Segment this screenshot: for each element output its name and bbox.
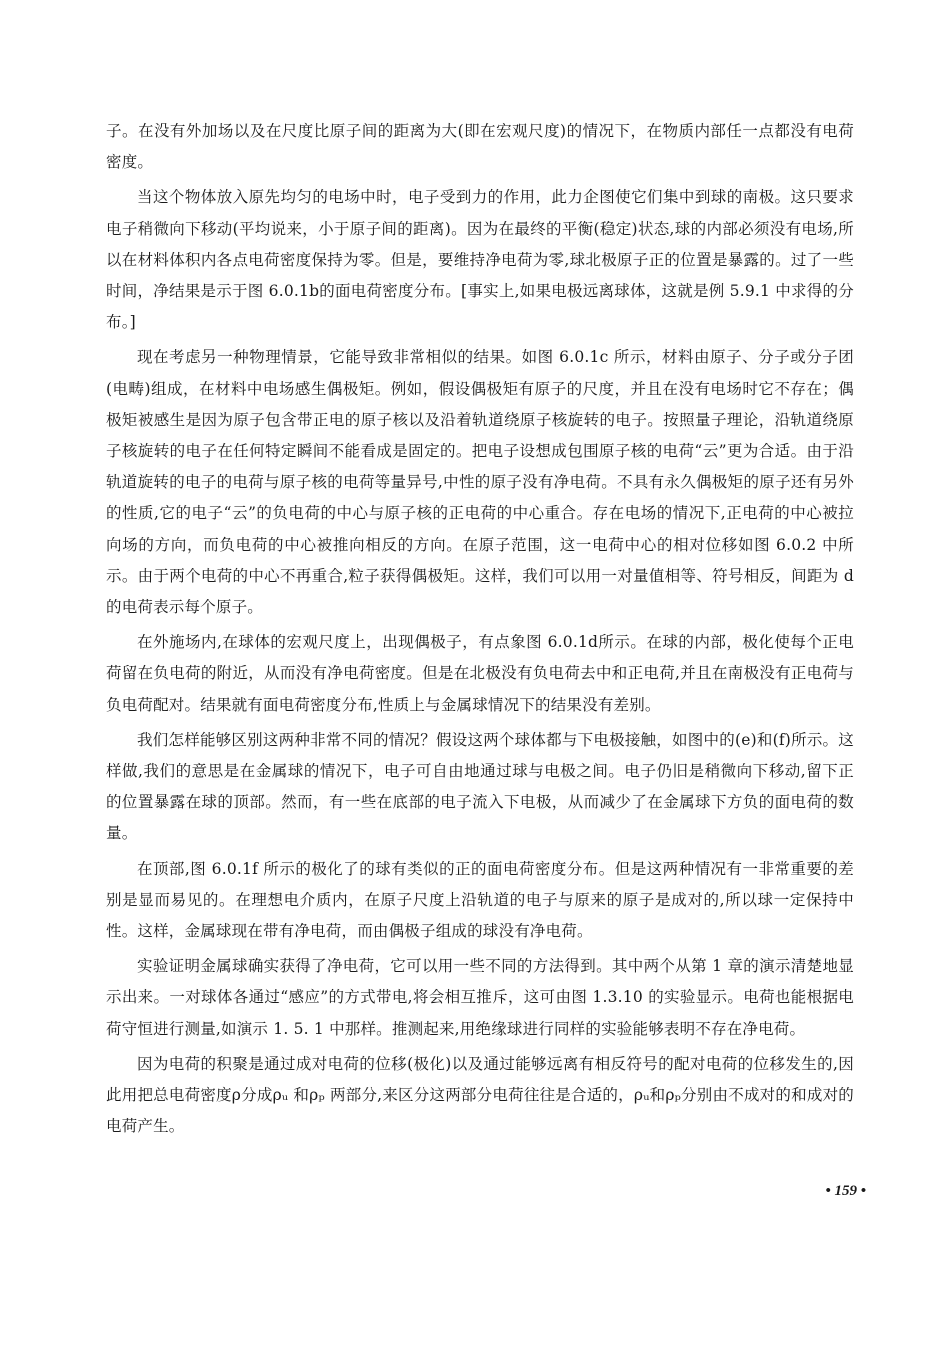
paragraph-1: 子。在没有外加场以及在尺度比原子间的距离为大(即在宏观尺度)的情况下，在物质内部任一点都没有电荷密度。 [106, 122, 854, 172]
paragraph-7: 实验证明金属球确实获得了净电荷，它可以用一些不同的方法得到。其中两个从第 1 章的演示清楚地显示出来。一对球体各通过“感应”的方式带电,将会相互推斥，这可由图 1.3.10 的实验显示。电荷也能根据电荷守恒进行测量,如演示 1. 5. 1 中那样。推测起来,用绝缘球进行同样的实验能够表明不存在净电荷。 [106, 957, 854, 1038]
page-number: • 159 • [825, 1183, 866, 1199]
paragraph-6: 在顶部,图 6.0.1f 所示的极化了的球有类似的正的面电荷密度分布。但是这两种情况有一非常重要的差别是显而易见的。在理想电介质内，在原子尺度上沿轨道的电子与原来的原子是成对的,所以球一定保持中性。这样，金属球现在带有净电荷，而由偶极子组成的球没有净电荷。 [106, 859, 854, 941]
paragraph-4: 在外施场内,在球体的宏观尺度上，出现偶极子，有点象图 6.0.1d所示。在球的内部，极化使每个正电荷留在负电荷的附近，从而没有净电荷密度。但是在北极没有负电荷去中和正电荷,并且在南极没有正电荷与负电荷配对。结果就有面电荷密度分布,性质上与金属球情况下的结果没有差别。 [106, 633, 854, 714]
paragraph-8: 因为电荷的积聚是通过成对电荷的位移(极化)以及通过能够远离有相反符号的配对电荷的位移发生的,因此用把总电荷密度ρ分成ρᵤ 和ρₚ 两部分,来区分这两部分电荷往往是合适的，ρᵤ和ρₚ分别由不成对的和成对的电荷产生。 [106, 1054, 854, 1136]
paragraph-3: 现在考虑另一种物理情景，它能导致非常相似的结果。如图 6.0.1c 所示，材料由原子、分子或分子团(电畴)组成，在材料中电场感生偶极矩。例如，假设偶极矩有原子的尺度，并且在没有电场时它不存在；偶极矩被感生是因为原子包含带正电的原子核以及沿着轨道绕原子核旋转的电子。按照量子理论，沿轨道绕原子核旋转的电子在任何特定瞬间不能看成是固定的。把电子设想成包围原子核的电荷“云”更为合适。由于沿轨道旋转的电子的电荷与原子核的电荷等量异号,中性的原子没有净电荷。不具有永久偶极矩的原子还有另外的性质,它的电子“云”的负电荷的中心与原子核的正电荷的中心重合。存在电场的情况下,正电荷的中心被拉向场的方向，而负电荷的中心被推向相反的方向。在原子范围，这一电荷中心的相对位移如图 6.0.2 中所示。由于两个电荷的中心不再重合,粒子获得偶极矩。这样，我们可以用一对量值相等、符号相反，间距为 d 的电荷表示每个原子。 [106, 348, 854, 617]
paragraph-5: 我们怎样能够区别这两种非常不同的情况？假设这两个球体都与下电极接触，如图中的(e)和(f)所示。这样做,我们的意思是在金属球的情况下，电子可自由地通过球与电极之间。电子仍旧是稍微向下移动,留下正的位置暴露在球的顶部。然而，有一些在底部的电子流入下电极，从而减少了在金属球下方负的面电荷的数量。 [106, 730, 854, 843]
paragraph-2: 当这个物体放入原先均匀的电场中时，电子受到力的作用，此力企图使它们集中到球的南极。这只要求电子稍微向下移动(平均说来，小于原子间的距离)。因为在最终的平衡(稳定)状态,球的内部必须没有电场,所以在材料体积内各点电荷密度保持为零。但是，要维持净电荷为零,球北极原子正的位置是暴露的。过了一些时间，净结果是示于图 6.0.1b的面电荷密度分布。[事实上,如果电极远离球体，这就是例 5.9.1 中求得的分布。] [106, 188, 854, 332]
body-text [106, 116, 854, 1147]
